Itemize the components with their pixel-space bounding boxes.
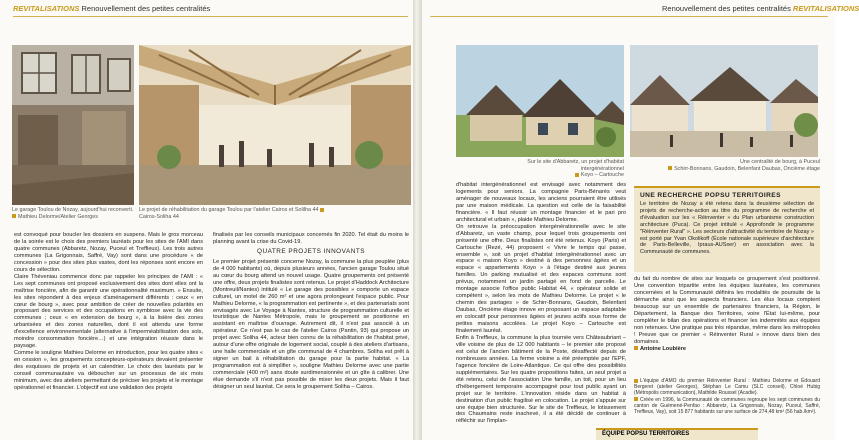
right-col2-para: du fait du nombre de sites sur lesquels ce groupement s'est positionné. Une convention tripartite entre les équipes lauréates, les communes concernées et la Communauté définira les modalités de poursuite de la démarche ainsi que les aspects financiers. Les élus locaux comptent beaucoup sur un ensemble de partenaires financiers, la Région, le Département, la Banque des Territoires, voire l'État lui-même, pour compléter le bilan des opérations et financer les indemnités aux équipes non retenues. Une pratique pas très répandue, même dans les métropoles ! Preuve que ce premier « Réinventer Rural » innove dans bien des domaines. [634,276,820,345]
photo-abbaretz-housing [456,45,624,157]
popsu-box-title: UNE RECHERCHE POPSU TERRITOIRES [640,192,781,199]
author-bullet [634,346,638,350]
legend-item: L'équipe d'AMO du premier Réinventer Rural : Mathieu Delorme et Édouard Bergeret (atelier Georges), Stéphan Le Camu (SLC conseil), Chloé Hubig (Métropolis communication), Mathilde Roussel (Acadie). [634,378,820,397]
caption-photo1-title: Le garage Toulou de Nozay, aujourd'hui reconverti. [12,207,134,213]
photo-garage-toulou [12,45,134,205]
article-author: Antoine Loubière [640,345,686,352]
caption-photo3-title: Sur le site d'Abbaretz, un projet d'habitat intergénérationnel [527,159,624,172]
caption-photo1-credit: Mathieu Delorme/Atelier Georges [18,213,98,220]
legend-bullet [634,379,638,383]
right-col1-para: Enfin à Treffieux, la commune la plus tournée vers Châteaubriant – ville voisine de plus de 12 000 habitants – le premier site proposé est celui de l'ancien bâtiment de la Poste, désaffecté depuis de nombreuses années. La ferme voisine a été préemptée par l'EPF, l'agence foncière de Loire-Atlantique. Ce qui offre des possibilités supplémentaires. Sur les quatre propositions faites, un seul projet a été retenu, celui de l'association Une famille, un toit, pour un lieu d'hébergement temporaire accompagné pour tout public ayant un projet sur le territoire. L'innovation réside dans un habitat à destination d'un public fragilisé en colocation. Le projet s'appuie sur une équipe bien structurée. Sur le site de Treffieux, le lotissement des Chaumains reste inachevé, il a été décidé de continuer à réfléchir sur l'implan- [456,334,626,425]
credit-bullet [320,208,324,212]
left-column-2 [213,232,409,440]
popsu-box-text: Le territoire de Nozay a été retenu dans la deuxième sélection de projets de recherche-action au titre du programme de recherche et d'évaluation sur les « Réinventer » du Plan urbanisme construction architecture (Puca). Ce projet intitulé « Approfondir le programme "Réinventer Rural" ». Les secteurs d'attractivité du territoire de Nozay » est porté par Yvan Okolikoff (École nationale supérieure d'architecture de Paris-Belleville, Ipraus-AUSser) en association avec la Communauté de communes. [640,201,814,256]
right-header-section: REVITALISATIONS [792,4,859,13]
footnote-legend [634,378,820,426]
left-header-section: REVITALISATIONS [13,4,80,13]
right-header-rule [430,16,828,17]
caption-photo1 [12,207,136,220]
caption-photo4-credit: Schirr-Bonnans, Gaudoin, Belenfant Daubas, Oncième étage [674,165,820,172]
legend-item: Créée en 1996, la Communauté de communes regroupe les sept communes du canton de Guémené-Penfao : Abbaretz, La Grigonnais, Nozay, Puceul, Saffré, Treffieux, Vay), soit 15 877 habitants sur une surface de 274,48 km² (56 hab./km²). [634,396,820,416]
left-col1-para: est convoqué pour boucler les dossiers en suspens. Mais le gros morceau de la soirée est le choix des premiers lauréats pour les sites de l'AMI dans quatre communes (Abbaretz, Nozay, Puceul et Treffieux). Les trois autres communes (La Grigonnais, Saffré, Vay) sont dans une procédure « de concession » pour des sites plus vastes, dont les réponses sont encore en cours de sélection. [14,232,203,273]
right-header-title: Renouvellement des petites centralités [662,4,791,13]
popsu-recherche-box [634,186,820,272]
left-header-rule [13,16,408,17]
caption-photo2-credit: Cairos-Soliha 44 [139,213,179,220]
credit-bullet [12,214,16,218]
legend-bullet [634,397,638,401]
left-col2-para: Le premier projet présenté concerne Nozay, la commune la plus peuplée (plus de 4 000 habitants) où, depuis plusieurs années, l'ancien garage Toulou situé au cœur du bourg attend un nouvel usage. Quatre groupements ont présenté une offre, deux projets finalistes sont retenus. Le projet d'Haddock Architecture (Montreuil/Nantes) intitulé « Le garage des possibles » comporte un espace culturel, un motel de 260 m² et une agora prolongeant l'espace public. Pour Mathieu Delorme, « la programmation est pertinente », et des partenariats sont envisagés avec Le Voyage à Nantes, structure de programmation culturelle et touristique de Nantes Métropole, mais le groupement se positionne en assistant en maîtrise d'ouvrage. Autrement dit, il n'est pas associé à un opérateur. Ce n'est pas le cas de l'atelier Cairos (Pantin, 93) qui propose un projet avec Soliha 44, acteur bien connu de la réhabilitation de l'habitat privé, autour d'une offre originale de logement social, couplé à des ateliers d'artisans, une halle commerciale et un gîte communal de 4 chambres. Soliha est prêt à signer un bail à réhabilitation du garage pour la partie habitat. « La programmation est à simplifier », souligne Mathieu Delorme avec une partie commerciale (400 m²) sans doute surdimensionnée et un gîte à calibrer. Une élue demande s'il n'est pas possible de mixer les deux projets. Mais il faut désigner un seul lauréat. Ce sera le groupement Soliha – Cairos. [213,258,409,391]
credit-bullet [668,166,672,170]
photo-rehabilitation-rendering [139,45,411,205]
right-column-1 [456,182,626,440]
right-running-header [662,4,859,13]
right-page [422,0,859,440]
bottom-box-title: ÉQUIPE POPSU TERRITOIRES [602,431,690,437]
left-col1-para: Comme le souligne Mathieu Delorme en introduction, pour les quatre sites « en cession », les groupements concepteurs-opérateurs devaient présenter des esquisses de projets et un calendrier. Le choix des lauréats par le conseil communautaire va déboucher sur un processus de six mois minimum, avec des ateliers permettant de préciser les projets et le montage opérationnel et financier. L'objectif est une validation des projets [14,350,203,391]
bottom-box-equipe [596,428,758,440]
caption-photo2 [139,207,329,220]
right-col1-para: d'habitat intergénérationnel est envisagé avec notamment des logements pour seniors. La compagnie Paris-Bénarès veut aménager de nouveaux locaux, les anciens pourraient être utilisés par une maison médicale. La question est celle de la faisabilité financière. « Il faut réussir un montage financier et le pari pro architectural et urbain », plaide Mathieu Delorme. [456,182,626,223]
left-running-header [13,4,210,13]
book-gutter [413,0,422,440]
caption-photo3 [492,159,624,179]
section-subhead: QUATRE PROJETS INNOVANTS [257,247,365,255]
caption-photo2-title: Le projet de réhabilitation du garage Toulou par l'atelier Cairos et Solilha 44 [139,207,319,213]
left-page [0,0,413,440]
caption-photo4-title: Une centralité de bourg, à Puceul [739,159,820,165]
caption-photo4 [630,159,820,172]
caption-photo3-credit: Koyo – Cartouche [580,172,624,179]
photo-puceul-centralite [630,45,818,157]
left-column-1 [14,232,203,440]
right-column-2 [634,276,820,374]
left-header-title: Renouvellement des petites centralités [81,4,211,13]
left-col1-para: Claire Théveniau commence donc par rappeler les principes de l'AMI : « Les sept communes ont proposé exclusivement des sites dont elles ont la maîtrise foncière, afin de garantir une opérationnalité maximum. » Ensuite, les sites répondent à des enjeux d'aménagement différents : ceux « en cœur de bourg », avec pour ambition de créer de nouvelles polarités en proposant des services et des occupations en symbiose avec la vie des communes ; ceux « en extension de bourg », à la lisière des zones urbanisées et des zones naturelles, dont il est attendu une forme d'excellence environnementale (alternative à l'imperméabilisation des sols, moindre consommation foncière…) et une intégration réussie dans le paysage. [14,273,203,350]
right-col1-para: On retrouve la préoccupation intergénérationnelle avec le site d'Abbaretz, un vaste champ, pour lequel trois groupements ont présenté une offre. Deux finalistes ont été retenus. Koyo (Paris) et Cartouche (Rezé, 44) proposent « Vivre le temps qui passe, ensemble », soit un projet d'habitat intergénérationnel avec un espace « maison Koyo » destiné à des personnes âgées et un espace « appartements Koyo » à l'étage destiné aux jeunes familles. Un parking mutualisé et des espaces communs sont prévus, notamment un jardin partagé en fond de parcelle. Le montage associe l'office public Habitat 44, « opérateur solide et compétent », selon les mots de Mathieu Delorme. Le projet « le chemin des partages » de Schirr-Bonnans, Gaudoin, Belenfant Daubas, Oncième étage innove en proposant un espace adaptable en colocatif pour personnes âgées et jeunes actifs sous forme de petites maisons accolées. Le projet Koyo – Cartouche est finalement lauréat. [456,223,626,335]
credit-bullet [575,173,579,177]
left-col2-para: finalisés par les conseils municipaux concernés fin 2020. Tel était du moins le planning avant la crise du Covid-19. [213,232,409,245]
